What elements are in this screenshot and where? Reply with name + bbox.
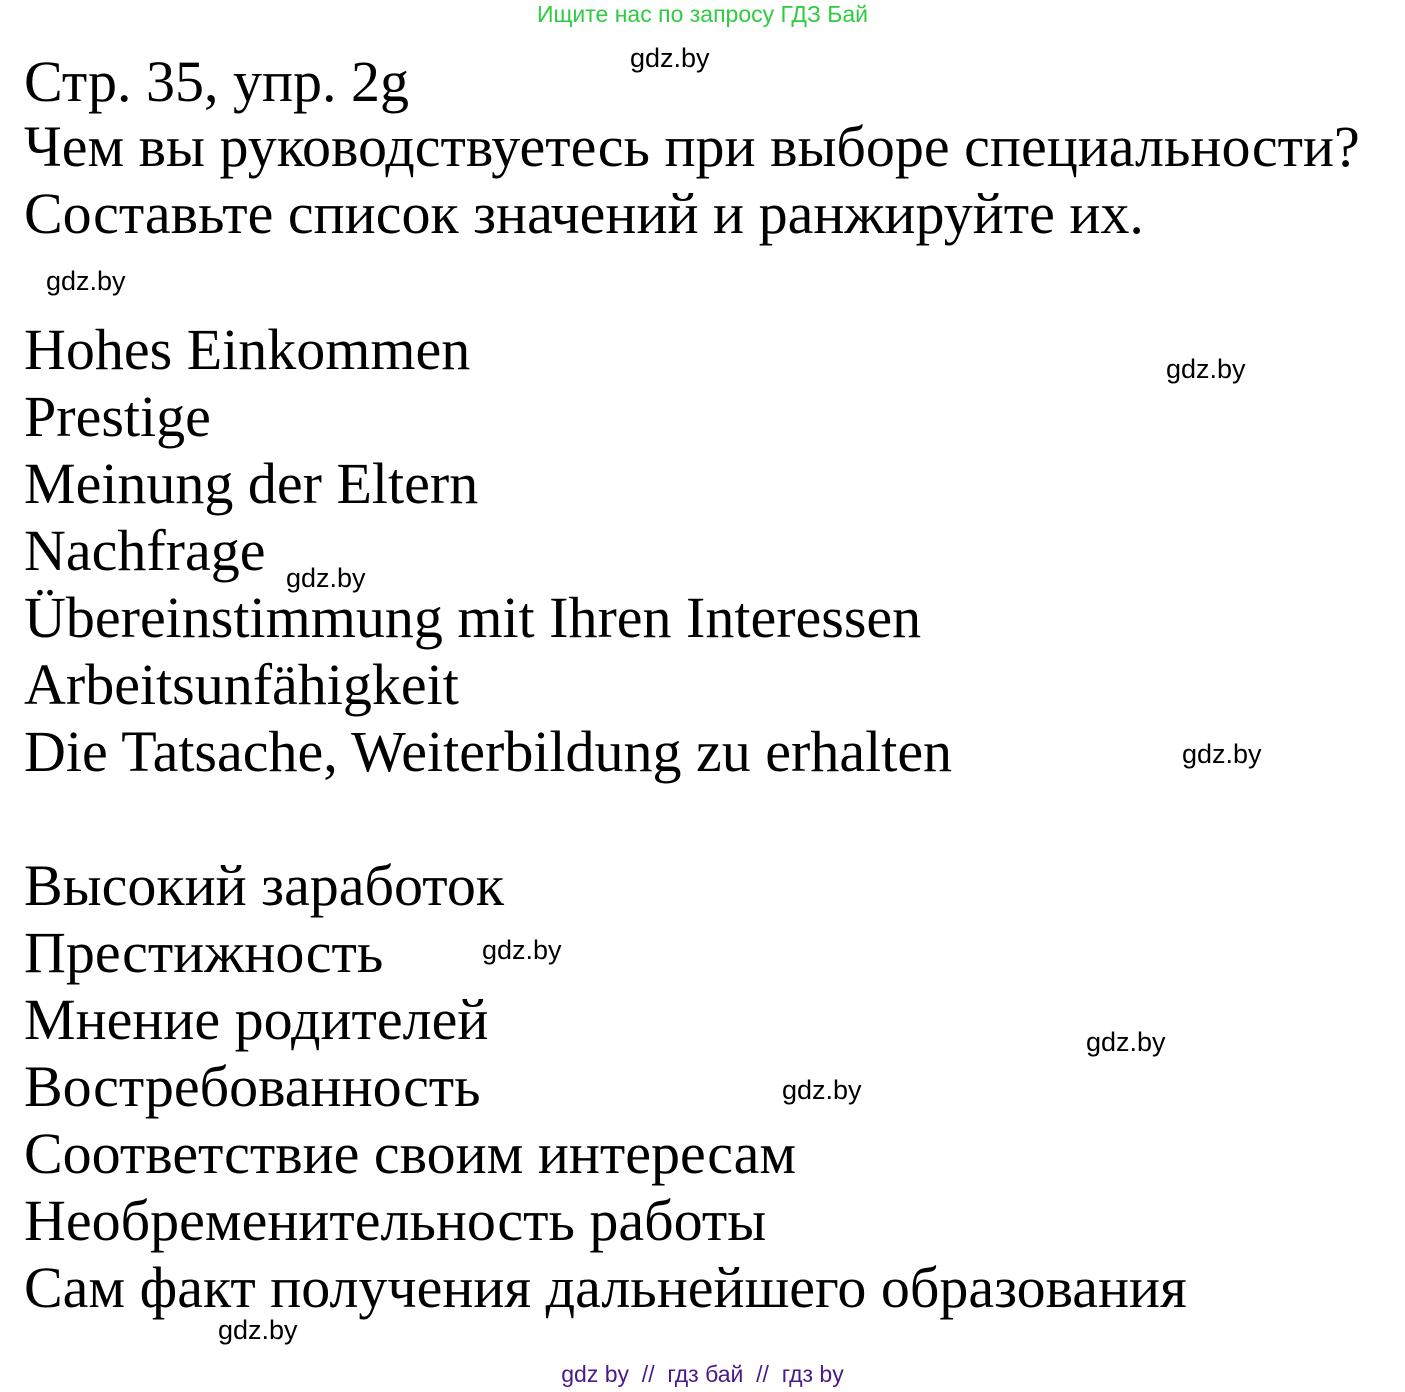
watermark: gdz.by [630,43,710,73]
german-item: Meinung der Eltern [24,451,479,516]
russian-item: Престижность [24,920,384,985]
exercise-title: Стр. 35, упр. 2g [24,49,410,114]
search-banner: Ищите нас по запросу ГДЗ Бай [536,1,869,27]
watermark: gdz.by [782,1075,862,1105]
russian-item: Высокий заработок [24,853,505,918]
german-item: Nachfrage [24,518,266,583]
watermark: gdz.by [1182,739,1262,769]
german-item: Arbeitsunfähigkeit [24,652,459,717]
german-item: Hohes Einkommen [24,317,471,382]
footer-links: gdz by // гдз бай // гдз by [561,1361,844,1387]
watermark: gdz.by [482,935,562,965]
watermark: gdz.by [1166,354,1246,384]
russian-item: Сам факт получения дальнейшего образования [24,1255,1187,1320]
question-line: Составьте список значений и ранжируйте их. [24,181,1144,246]
german-item: Übereinstimmung mit Ihren Interessen [24,585,922,650]
watermark: gdz.by [1086,1027,1166,1057]
watermark: gdz.by [46,266,126,296]
russian-item: Соответствие своим интересам [24,1121,797,1186]
german-item: Die Tatsache, Weiterbildung zu erhalten [24,719,953,784]
watermark: gdz.by [286,563,366,593]
watermark: gdz.by [218,1315,298,1345]
german-item: Prestige [24,384,211,449]
russian-item: Востребованность [24,1054,481,1119]
russian-item: Мнение родителей [24,987,489,1052]
russian-item: Необременительность работы [24,1188,767,1253]
question-line: Чем вы руководствуетесь при выборе специальности? [24,114,1360,179]
